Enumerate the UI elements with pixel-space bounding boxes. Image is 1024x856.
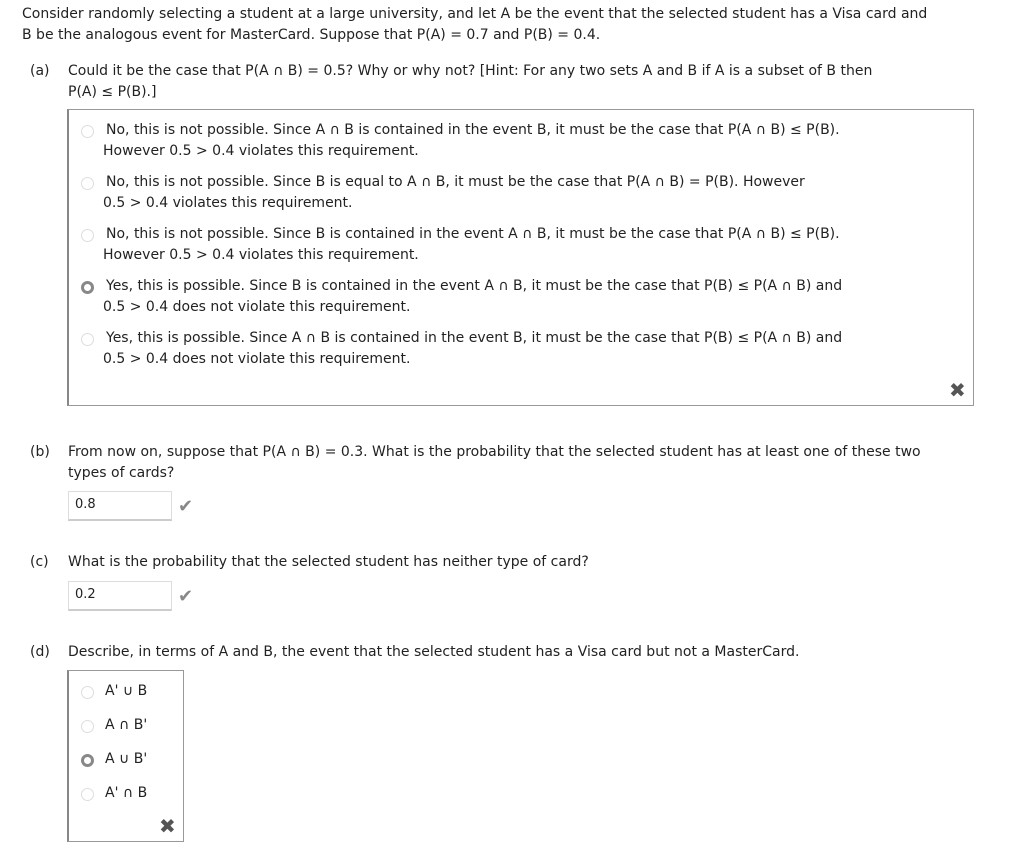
correct-check-icon: ✔ bbox=[178, 496, 194, 517]
option-text-2: However 0.5 > 0.4 violates this requirement. bbox=[103, 247, 419, 263]
part-b-answer-input[interactable]: 0.8 bbox=[68, 491, 172, 521]
option-text: No, this is not possible. Since B is equal to A ∩ B, it must be the case that P(A ∩ B) = P(B). However bbox=[106, 174, 805, 190]
radio-option-3[interactable] bbox=[81, 281, 94, 294]
radio-option-1[interactable] bbox=[81, 177, 94, 190]
option-text-2: However 0.5 > 0.4 violates this requirement. bbox=[103, 143, 419, 159]
option-text-2: 0.5 > 0.4 does not violate this requirement. bbox=[103, 299, 411, 315]
radio-option-2[interactable] bbox=[81, 754, 94, 767]
radio-option-4[interactable] bbox=[81, 333, 94, 346]
option-text: A ∪ B' bbox=[105, 751, 148, 767]
option-text-2: 0.5 > 0.4 does not violate this requirement. bbox=[103, 351, 411, 367]
intro-line-2: B be the analogous event for MasterCard. Suppose that P(A) = 0.7 and P(B) = 0.4. bbox=[22, 27, 601, 43]
part-b-question: From now on, suppose that P(A ∩ B) = 0.3. What is the probability that the selected student has at least one of these two bbox=[68, 444, 921, 460]
radio-option-0[interactable] bbox=[81, 686, 94, 699]
option-text-2: 0.5 > 0.4 violates this requirement. bbox=[103, 195, 353, 211]
part-c-question: What is the probability that the selected student has neither type of card? bbox=[68, 554, 589, 570]
intro-line-1: Consider randomly selecting a student at a large university, and let A be the event that the selected student has a Visa card and bbox=[22, 6, 928, 22]
part-b-question-2: types of cards? bbox=[68, 465, 175, 481]
radio-option-0[interactable] bbox=[81, 125, 94, 138]
part-b-label: (b) bbox=[30, 444, 50, 460]
part-a-question-2: P(A) ≤ P(B).] bbox=[68, 84, 157, 100]
option-text: A' ∩ B bbox=[105, 785, 148, 801]
part-a-label: (a) bbox=[30, 63, 50, 79]
option-text: No, this is not possible. Since A ∩ B is contained in the event B, it must be the case that P(A ∩ B) ≤ P(B). bbox=[106, 122, 840, 138]
part-a-question: Could it be the case that P(A ∩ B) = 0.5? Why or why not? [Hint: For any two sets A and B if A is a subset of B then bbox=[68, 63, 873, 79]
incorrect-icon: ✖ bbox=[159, 814, 176, 838]
radio-option-1[interactable] bbox=[81, 720, 94, 733]
radio-option-3[interactable] bbox=[81, 788, 94, 801]
radio-option-2[interactable] bbox=[81, 229, 94, 242]
option-text: No, this is not possible. Since B is contained in the event A ∩ B, it must be the case that P(A ∩ B) ≤ P(B). bbox=[106, 226, 840, 242]
option-text: A ∩ B' bbox=[105, 717, 148, 733]
part-c-label: (c) bbox=[30, 554, 49, 570]
incorrect-icon: ✖ bbox=[949, 378, 966, 402]
correct-check-icon: ✔ bbox=[178, 586, 194, 607]
part-d-question: Describe, in terms of A and B, the event that the selected student has a Visa card but not a MasterCard. bbox=[68, 644, 800, 660]
part-d-label: (d) bbox=[30, 644, 50, 660]
option-text: Yes, this is possible. Since A ∩ B is contained in the event B, it must be the case that P(B) ≤ P(A ∩ B) and bbox=[106, 330, 843, 346]
part-c-answer-input[interactable]: 0.2 bbox=[68, 581, 172, 611]
option-text: A' ∪ B bbox=[105, 683, 148, 699]
option-text: Yes, this is possible. Since B is contained in the event A ∩ B, it must be the case that P(B) ≤ P(A ∩ B) and bbox=[106, 278, 843, 294]
